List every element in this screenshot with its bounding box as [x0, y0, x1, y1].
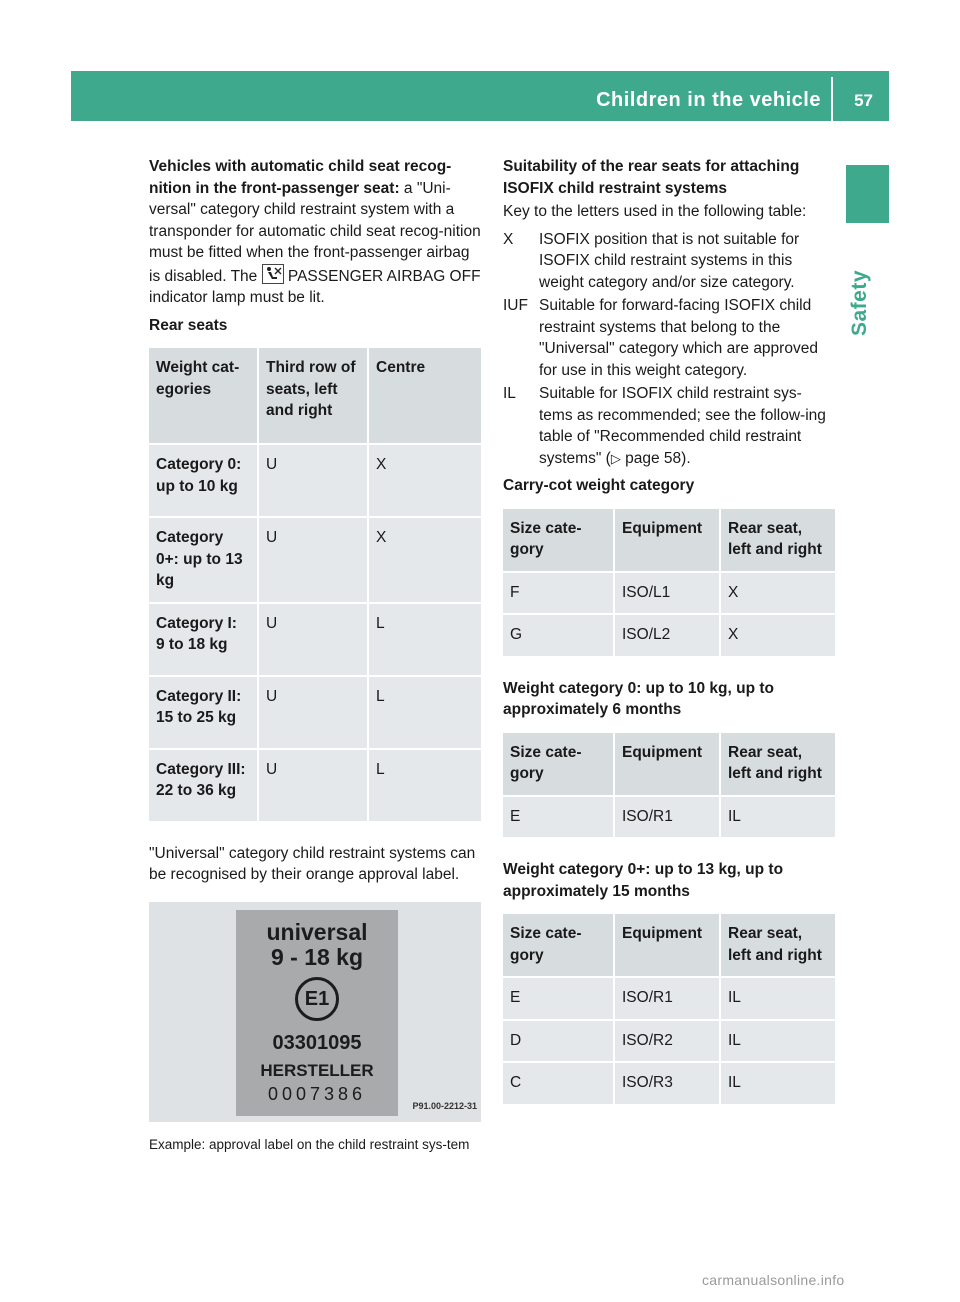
table-header-cell: Equipment [615, 509, 719, 571]
isofix-heading: Suitability of the rear seats for attaching ISOFIX child restraint systems [503, 158, 800, 197]
table-cell: Category I: 9 to 18 kg [149, 604, 257, 675]
table-cell: ISO/R1 [615, 797, 719, 838]
category-0plus-heading: Weight category 0+: up to 13 kg, up to approximately 15 months [503, 861, 784, 900]
table-cell: G [503, 615, 613, 656]
table-header-row [503, 733, 835, 795]
rear-seats-table [147, 346, 483, 823]
table-cell: IL [721, 1063, 835, 1104]
table-cell: X [369, 518, 481, 602]
page-number: 57 [854, 91, 873, 110]
table-header-cell: Size cate-gory [503, 914, 613, 976]
right-column [503, 156, 835, 1106]
category-0-table [501, 731, 837, 840]
table-cell: ISO/L2 [615, 615, 719, 656]
label-universal-text: universal [266, 918, 368, 945]
table-cell: X [721, 615, 835, 656]
table-header-cell: Third row of seats, left and right [259, 348, 367, 443]
table-row [149, 445, 481, 516]
table-cell: U [259, 518, 367, 602]
approval-label [236, 910, 398, 1116]
table-row [503, 797, 835, 838]
table-row [149, 518, 481, 602]
table-cell: IL [721, 797, 835, 838]
table-cell: ISO/R1 [615, 978, 719, 1019]
key-list [503, 229, 835, 470]
table-header-cell: Rear seat, left and right [721, 733, 835, 795]
table-cell: U [259, 750, 367, 821]
key-code: IL [503, 385, 516, 402]
table-cell: U [259, 604, 367, 675]
list-item [503, 295, 835, 381]
image-reference: P91.00-2212-31 [412, 1101, 477, 1111]
table-cell: L [369, 604, 481, 675]
carry-cot-table [501, 507, 837, 658]
table-cell: Category II: 15 to 25 kg [149, 677, 257, 748]
intro-text-2: PASSENGER AIRBAG OFF indicator lamp must be lit. [149, 267, 481, 306]
table-cell: U [259, 445, 367, 516]
table-cell: U [259, 677, 367, 748]
key-text: Suitable for forward-facing ISOFIX child restraint systems that belong to the "Universal" category which are approved for use in this weight category. [539, 297, 818, 379]
left-column [149, 156, 481, 1153]
table-row [149, 750, 481, 821]
universal-note: "Universal" category child restraint systems can be recognised by their orange approval label. [149, 844, 476, 883]
table-cell: ISO/R3 [615, 1063, 719, 1104]
label-weight-range: 9 - 18 kg [270, 944, 364, 970]
table-row [503, 978, 835, 1019]
table-cell: C [503, 1063, 613, 1104]
intro-text: a "Uni-versal" category child restraint system with a transponder for automatic child seat recog-nition must be fitted when the front-passenger airbag is disabled. The [149, 179, 481, 285]
table-header-row [503, 509, 835, 571]
table-row [503, 1021, 835, 1062]
table-cell: L [369, 677, 481, 748]
category-0plus-table [501, 912, 837, 1106]
table-cell: X [369, 445, 481, 516]
table-cell: Category 0: up to 10 kg [149, 445, 257, 516]
table-cell: ISO/R2 [615, 1021, 719, 1062]
key-text-part: Suitable for ISOFIX child restraint sys-tems as recommended; see the follow-ing table of "Recommended child restraint systems" ( [539, 385, 826, 467]
key-text: ISOFIX position that is not suitable for ISOFIX child restraint systems in this weight category and/or size category. [539, 230, 800, 291]
header-bar [71, 71, 889, 121]
table-header-cell: Centre [369, 348, 481, 443]
table-cell: E [503, 797, 613, 838]
key-code: X [503, 230, 514, 248]
table-row [503, 1063, 835, 1104]
table-cell: ISO/L1 [615, 573, 719, 614]
table-header-cell: Size cate-gory [503, 733, 613, 795]
table-header-cell: Size cate-gory [503, 509, 613, 571]
key-code: IUF [503, 297, 528, 314]
table-cell: IL [721, 1021, 835, 1062]
label-e-mark: E1 [295, 977, 339, 1021]
intro-bold: Vehicles with automatic child seat recog-nition in the front-passenger seat: [149, 158, 452, 197]
table-header-cell: Equipment [615, 914, 719, 976]
table-cell: X [721, 573, 835, 614]
table-row [503, 615, 835, 656]
table-cell: D [503, 1021, 613, 1062]
intro-paragraph [149, 156, 481, 309]
carry-cot-heading: Carry-cot weight category [503, 477, 695, 494]
header-title: Children in the vehicle [596, 89, 821, 111]
side-tab-marker [846, 165, 889, 223]
label-manufacturer: HERSTELLER [260, 1061, 374, 1080]
table-row [149, 604, 481, 675]
key-text-part: ). [681, 449, 691, 467]
page-reference-link[interactable]: page 58 [620, 449, 682, 467]
label-serial-code: 0007386 [267, 1083, 367, 1104]
label-approval-number: 03301095 [272, 1031, 362, 1054]
approval-label-image [149, 902, 481, 1122]
list-item [503, 383, 835, 469]
table-header-row [149, 348, 481, 443]
rear-seats-heading: Rear seats [149, 316, 228, 334]
table-cell: F [503, 573, 613, 614]
table-header-row [503, 914, 835, 976]
key-text [539, 383, 835, 469]
header-separator [831, 77, 833, 121]
airbag-off-icon [262, 264, 284, 284]
table-cell: E [503, 978, 613, 1019]
table-header-cell: Weight cat-egories [149, 348, 257, 443]
image-caption: Example: approval label on the child restraint sys-tem [149, 1136, 470, 1152]
table-header-cell: Equipment [615, 733, 719, 795]
table-header-cell: Rear seat, left and right [721, 914, 835, 976]
category-0-heading: Weight category 0: up to 10 kg, up to approximately 6 months [503, 679, 774, 718]
list-item [503, 229, 835, 294]
side-tab-label: Safety [848, 269, 871, 336]
key-intro: Key to the letters used in the following table: [503, 203, 807, 220]
table-row [503, 573, 835, 614]
table-cell: Category 0+: up to 13 kg [149, 518, 257, 602]
watermark: carmanualsonline.info [702, 1272, 845, 1288]
table-header-cell: Rear seat, left and right [721, 509, 835, 571]
page-pointer-icon: ▷ [610, 450, 621, 466]
table-cell: Category III: 22 to 36 kg [149, 750, 257, 821]
table-cell: L [369, 750, 481, 821]
table-row [149, 677, 481, 748]
table-cell: IL [721, 978, 835, 1019]
